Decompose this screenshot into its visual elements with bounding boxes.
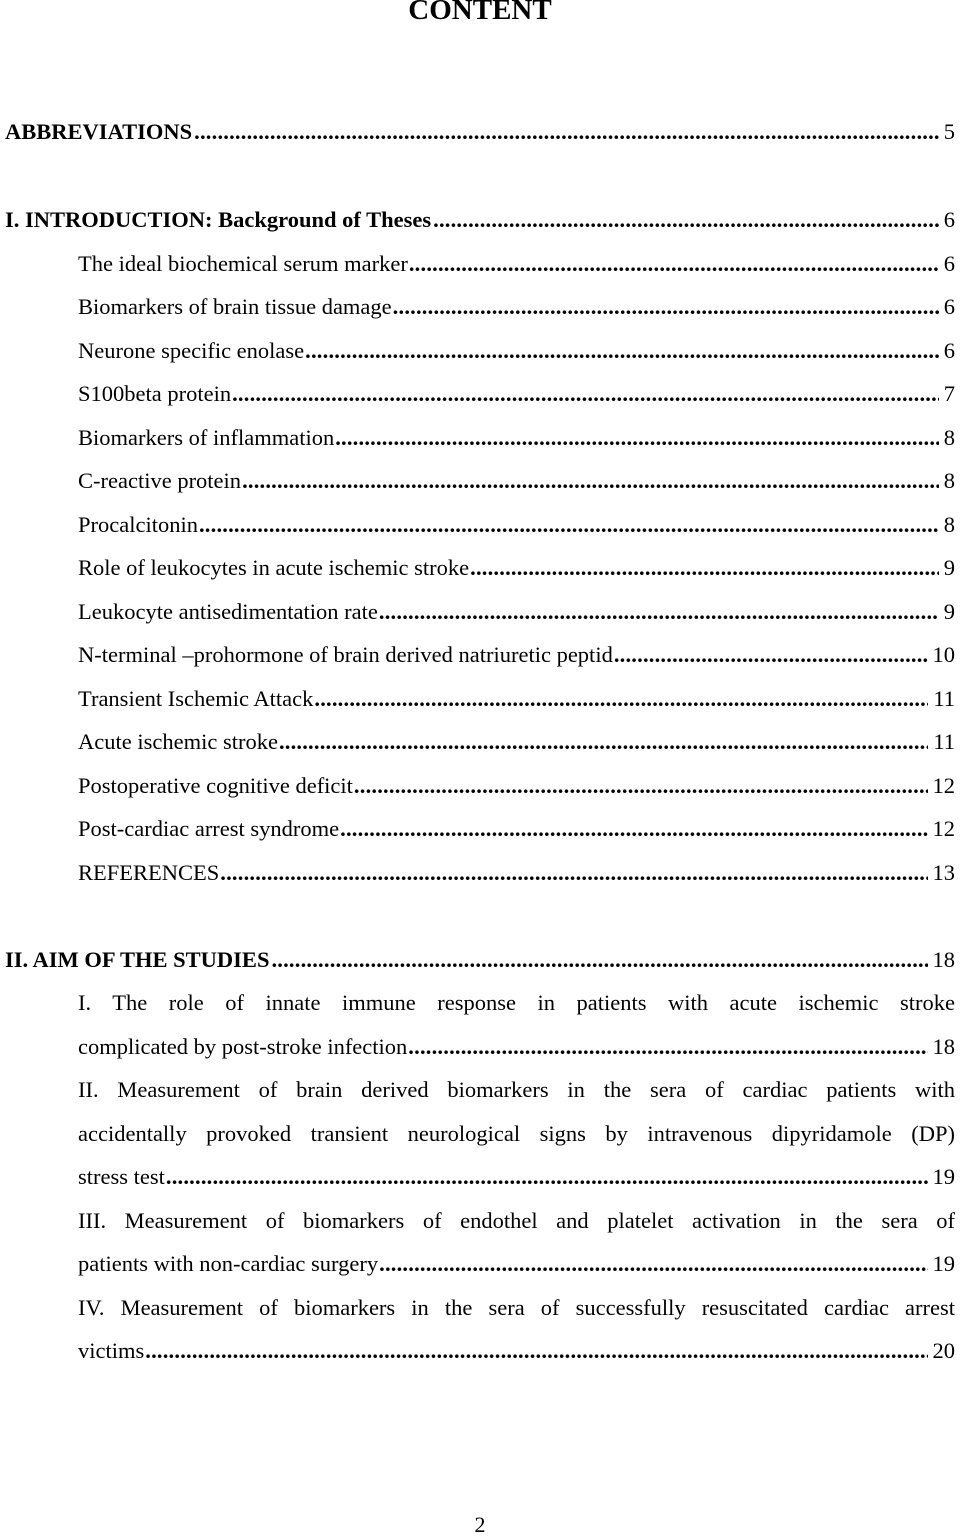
toc-page-number: 18 [932, 947, 955, 972]
toc-entry-label: Leukocyte antisedimentation rate [78, 599, 378, 624]
toc-entry-label: S100beta protein [78, 381, 232, 406]
toc-page-number: 6 [943, 338, 955, 363]
toc-entry-introduction[interactable] [5, 207, 955, 239]
dot-leader [433, 207, 939, 233]
aim-2-line: accidentally provoked transient neurological signs by intravenous dipyridamole (DP) [78, 1121, 955, 1146]
toc-entry-label: stress test [78, 1164, 165, 1189]
toc-entry-ideal-marker[interactable] [78, 251, 955, 283]
toc-page-number: 7 [943, 381, 955, 406]
toc-entry-label: The ideal biochemical serum marker [78, 251, 408, 276]
aim-2-line: II. Measurement of brain derived biomarkers in the sera of cardiac patients with [78, 1077, 955, 1102]
page-title: CONTENT [408, 0, 552, 26]
dot-leader [340, 816, 927, 842]
dot-leader [379, 599, 939, 625]
toc-entry-procalcitonin[interactable] [78, 512, 955, 544]
dot-leader [145, 1338, 927, 1364]
toc-entry-aim-2[interactable] [78, 1164, 955, 1196]
dot-leader [305, 338, 939, 364]
toc-entry-label: I. INTRODUCTION: Background of Theses [5, 207, 432, 232]
toc-page-number: 10 [932, 642, 955, 667]
toc-entry-label: Post-cardiac arrest syndrome [78, 816, 340, 841]
toc-page-number: 20 [932, 1338, 955, 1363]
toc-entry-postoperative-deficit[interactable] [78, 773, 955, 805]
dot-leader [242, 468, 939, 494]
aim-1-line: I. The role of innate immune response in patients with acute ischemic stroke [78, 990, 955, 1015]
dot-leader [199, 512, 939, 538]
toc-entry-tia[interactable] [78, 686, 955, 718]
dot-leader [232, 381, 939, 407]
toc-entry-label: victims [78, 1338, 145, 1363]
toc-entry-post-cardiac-arrest[interactable] [78, 816, 955, 848]
toc-page-number: 5 [943, 119, 955, 144]
toc-entry-s100[interactable] [78, 381, 955, 413]
dot-leader [408, 1034, 927, 1060]
page-number: 2 [474, 1512, 486, 1537]
dot-leader [354, 773, 928, 799]
toc-entry-references[interactable] [78, 860, 955, 892]
toc-page-number: 19 [932, 1164, 955, 1189]
toc-entry-label: C-reactive protein [78, 468, 242, 493]
dot-leader [614, 642, 928, 668]
dot-leader [470, 555, 939, 581]
aim-3-line: III. Measurement of biomarkers of endothel and platelet activation in the sera of [78, 1208, 955, 1233]
toc-page-number: 8 [943, 425, 955, 450]
toc-entry-label: patients with non-cardiac surgery [78, 1251, 379, 1276]
toc-entry-aim-3[interactable] [78, 1251, 955, 1283]
toc-entry-aim-1[interactable] [78, 1034, 955, 1066]
toc-entry-label: REFERENCES [78, 860, 220, 885]
toc-entry-aim[interactable] [5, 947, 955, 979]
toc-page-number: 8 [943, 512, 955, 537]
toc-page-number: 6 [943, 294, 955, 319]
toc-entry-label: ABBREVIATIONS [5, 119, 193, 144]
dot-leader [220, 860, 927, 886]
toc-page-number: 13 [932, 860, 955, 885]
toc-entry-label: II. AIM OF THE STUDIES [5, 947, 270, 972]
toc-page-number: 8 [943, 468, 955, 493]
toc-entry-nse[interactable] [78, 338, 955, 370]
toc-entry-label: Biomarkers of brain tissue damage [78, 294, 392, 319]
aim-4-line: IV. Measurement of biomarkers in the sera of successfully resuscitated cardiac arrest [78, 1295, 955, 1320]
dot-leader [314, 686, 928, 712]
toc-entry-label: Transient Ischemic Attack [78, 686, 314, 711]
toc-entry-label: Procalcitonin [78, 512, 198, 537]
toc-page-number: 12 [932, 773, 955, 798]
toc-entry-acute-ischemic-stroke[interactable] [78, 729, 955, 761]
dot-leader [393, 294, 939, 320]
toc-page-number: 12 [932, 816, 955, 841]
toc-entry-label: Acute ischemic stroke [78, 729, 278, 754]
dot-leader [166, 1164, 928, 1190]
toc-entry-nt-probnp[interactable] [78, 642, 955, 674]
toc-page-number: 18 [932, 1034, 955, 1059]
toc-entry-label: complicated by post-stroke infection [78, 1034, 408, 1059]
toc-entry-label: Biomarkers of inflammation [78, 425, 335, 450]
toc-entry-label: Postoperative cognitive deficit [78, 773, 353, 798]
toc-page-number: 6 [943, 207, 955, 232]
toc-entry-aim-4[interactable] [78, 1338, 955, 1370]
toc-page-number: 6 [943, 251, 955, 276]
toc-entry-label: N-terminal –prohormone of brain derived natriuretic peptid [78, 642, 613, 667]
toc-page-number: 11 [933, 686, 955, 711]
toc-entry-inflammation[interactable] [78, 425, 955, 457]
toc-page-number: 9 [943, 555, 955, 580]
dot-leader [194, 119, 939, 145]
toc-entry-antisedimentation[interactable] [78, 599, 955, 631]
toc-entry-label: Role of leukocytes in acute ischemic stroke [78, 555, 470, 580]
toc-entry-label: Neurone specific enolase [78, 338, 305, 363]
dot-leader [271, 947, 927, 973]
toc-entry-abbreviations[interactable] [5, 119, 955, 151]
dot-leader [379, 1251, 927, 1277]
toc-page-number: 19 [932, 1251, 955, 1276]
dot-leader [335, 425, 939, 451]
toc-entry-leukocytes-role[interactable] [78, 555, 955, 587]
toc-page-number: 11 [933, 729, 955, 754]
dot-leader [279, 729, 928, 755]
toc-entry-crp[interactable] [78, 468, 955, 500]
dot-leader [409, 251, 939, 277]
toc-entry-brain-tissue[interactable] [78, 294, 955, 326]
toc-page-number: 9 [943, 599, 955, 624]
